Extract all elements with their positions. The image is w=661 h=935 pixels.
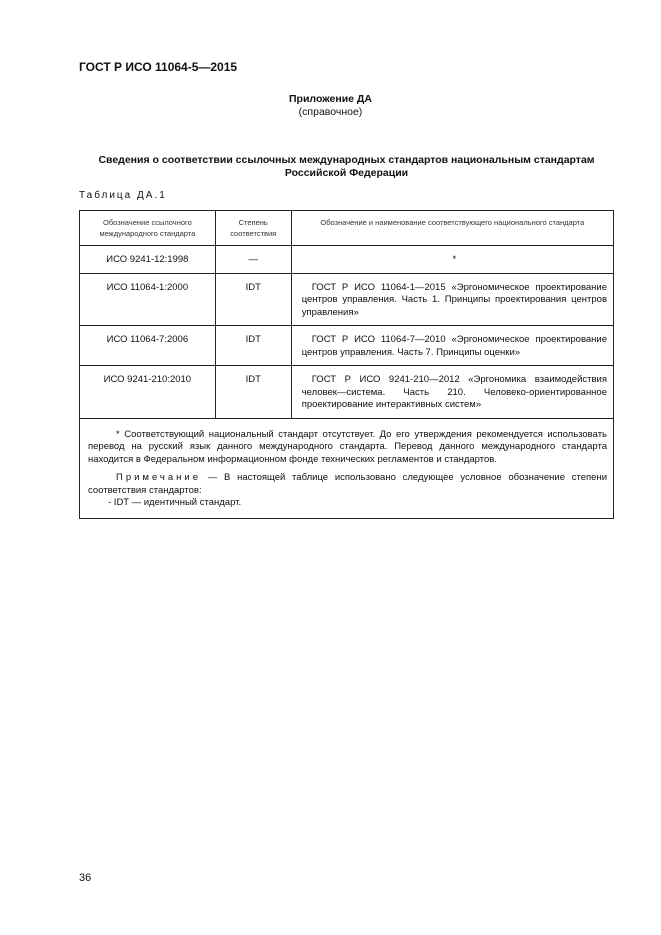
cell-degree: IDT bbox=[215, 366, 291, 419]
note-paragraph bbox=[88, 472, 607, 497]
cell-intl-standard: ИСО 11064-7:2006 bbox=[80, 326, 216, 366]
table-caption: Таблица ДА.1 bbox=[79, 190, 167, 201]
header-degree: Степень соответствия bbox=[215, 211, 291, 246]
page-number: 36 bbox=[79, 872, 92, 884]
note-label: Примечание bbox=[116, 472, 201, 483]
header-intl-standard: Обозначение ссылочного международного стандарта bbox=[80, 211, 216, 246]
cell-degree: — bbox=[215, 246, 291, 274]
correspondence-table bbox=[79, 210, 614, 519]
cell-intl-standard: ИСО 11064-1:2000 bbox=[80, 273, 216, 326]
national-standard-text: ГОСТ Р ИСО 11064-7—2010 «Эргономическое проектирование центров управления. Часть 7. Принципы оценки» bbox=[301, 334, 607, 358]
table-row bbox=[80, 326, 614, 366]
cell-intl-standard: ИСО 9241-210:2010 bbox=[80, 366, 216, 419]
footnote-text: * Соответствующий национальный стандарт отсутствует. До его утверждения рекомендуется использовать перевод на русский язык данного международного стандарта. Перевод данного международного стандарта находится в Федеральном информационном фонде технических регламентов и стандартов. bbox=[88, 428, 607, 465]
section-heading: Сведения о соответствии ссылочных международных стандартов национальным стандартам Российской Федерации bbox=[98, 154, 595, 179]
cell-national-standard bbox=[291, 326, 613, 366]
table-row bbox=[80, 366, 614, 419]
cell-national-standard: * bbox=[291, 246, 613, 274]
national-standard-text: ГОСТ Р ИСО 11064-1—2015 «Эргономическое проектирование центров управления. Часть 1. Принципы проектирования центров управления» bbox=[301, 281, 607, 318]
cell-intl-standard: ИСО 9241-12:1998 bbox=[80, 246, 216, 274]
header-national-standard: Обозначение и наименование соответствующего национального стандарта bbox=[291, 211, 613, 246]
cell-national-standard bbox=[291, 273, 613, 326]
table-header-row bbox=[80, 211, 614, 246]
table-row bbox=[80, 273, 614, 326]
note-text: — В настоящей таблице использовано следующее условное обозначение степени соответствия стандартов: bbox=[88, 472, 607, 496]
note-item: - IDT — идентичный стандарт. bbox=[108, 497, 242, 508]
footnote-row bbox=[80, 418, 614, 518]
cell-national-standard bbox=[291, 366, 613, 419]
appendix-subtitle: (справочное) bbox=[298, 106, 363, 118]
document-id: ГОСТ Р ИСО 11064-5—2015 bbox=[79, 60, 238, 74]
appendix-title: Приложение ДА bbox=[289, 93, 372, 105]
footnote-cell bbox=[80, 418, 614, 518]
table-row bbox=[80, 246, 614, 274]
national-standard-text: ГОСТ Р ИСО 9241-210—2012 «Эргономика взаимодействия человек—система. Часть 210. Человеко-ориентированное проектирование интерактивных систем» bbox=[301, 374, 607, 410]
cell-degree: IDT bbox=[215, 273, 291, 326]
cell-degree: IDT bbox=[215, 326, 291, 366]
